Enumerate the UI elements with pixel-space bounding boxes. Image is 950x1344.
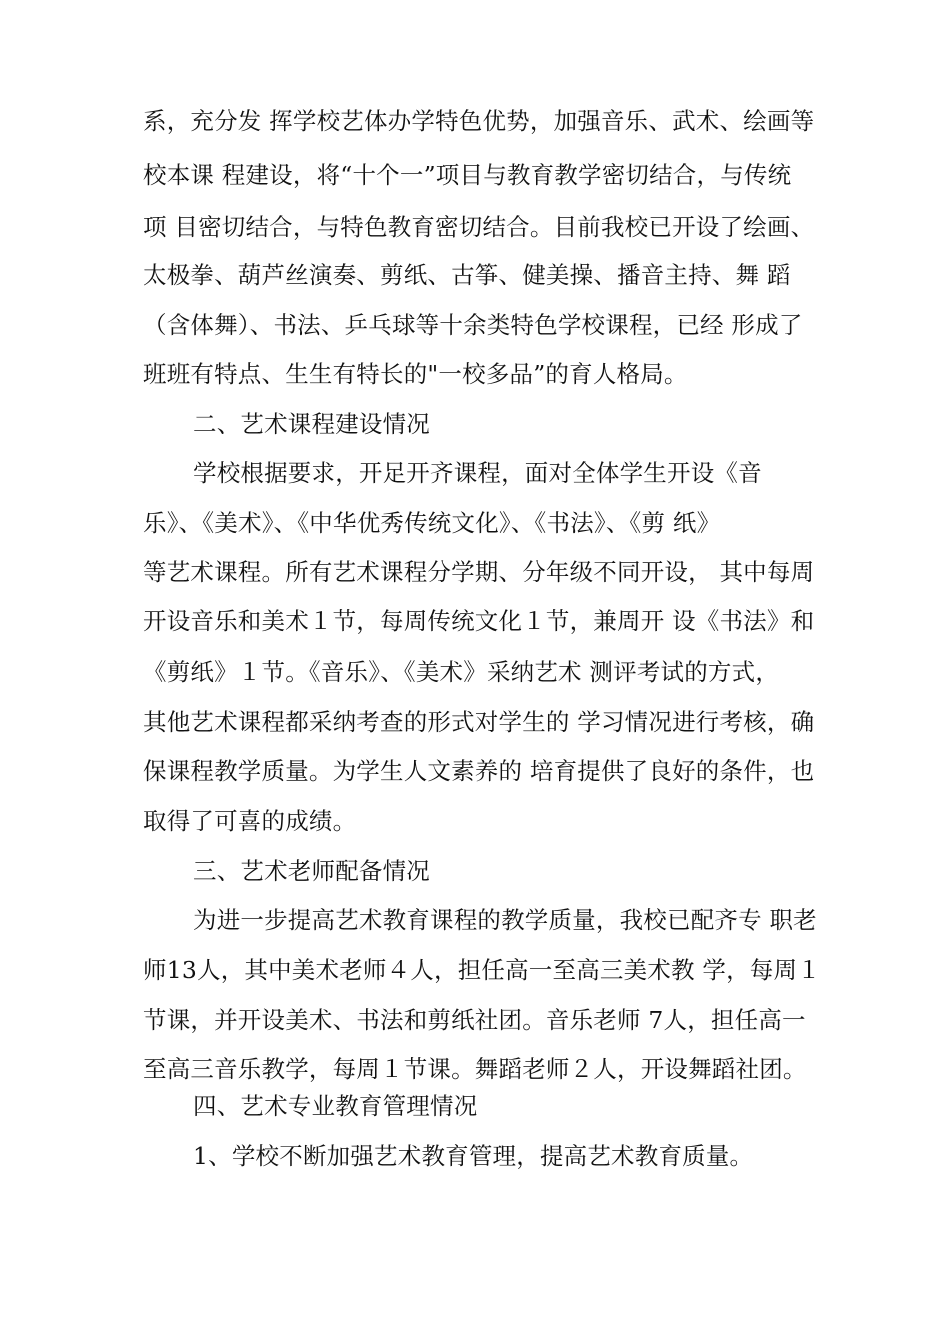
body-text-line: 学校根据要求，开足开齐课程，面对全体学生开设《音 <box>193 459 762 487</box>
body-text-line: 师13人，其中美术老师４人，担任高一至高三美术教 学，每周１ <box>143 956 821 984</box>
body-text-line: 项 目密切结合，与特色教育密切结合。目前我校已开设了绘画、 <box>143 213 815 241</box>
section-heading: 三、艺术老师配备情况 <box>193 857 430 885</box>
body-text-line: 至高三音乐教学，每周１节课。舞蹈老师２人，开设舞蹈社团。 <box>143 1055 807 1083</box>
body-text-line: 等艺术课程。所有艺术课程分学期、分年级不同开设， 其中每周 <box>143 558 815 586</box>
section-heading: 四、艺术专业教育管理情况 <box>193 1092 478 1120</box>
section-heading: 二、艺术课程建设情况 <box>193 410 430 438</box>
body-text-line: 校本课 程建设，将“十个一”项目与教育教学密切结合，与传统 <box>143 161 792 189</box>
body-text-line: 《剪纸》１节。《音乐》、《美术》采纳艺术 测评考试的方式， <box>143 658 780 686</box>
body-text-line: 其他艺术课程都采纳考查的形式对学生的 学习情况进行考核，确 <box>143 708 815 736</box>
body-text-line: 为进一步提高艺术教育课程的教学质量，我校已配齐专 职老 <box>193 906 817 934</box>
body-text-line: 开设音乐和美术１节，每周传统文化１节，兼周开 设《书法》和 <box>143 607 815 635</box>
body-text-line: （含体舞）、书法、乒乓球等十余类特色学校课程，已经 形成了 <box>143 311 803 339</box>
body-text-line: 节课，并开设美术、书法和剪纸社团。音乐老师 7人，担任高一 <box>143 1006 806 1034</box>
body-text-line: 乐》、《美术》、《中华优秀传统文化》、《书法》、《剪 纸》 <box>143 509 721 537</box>
body-text-line: 系，充分发 挥学校艺体办学特色优势，加强音乐、武术、绘画等 <box>143 107 815 135</box>
body-text-line: 保课程教学质量。为学生人文素养的 培育提供了良好的条件，也 <box>143 757 815 785</box>
body-text-line: 取得了可喜的成绩。 <box>143 807 357 835</box>
body-text-line: 太极拳、葫芦丝演奏、剪纸、古筝、健美操、播音主持、舞 蹈 <box>143 261 791 289</box>
body-text-line: 班班有特点、生生有特长的"一校多品”的育人格局。 <box>143 360 688 388</box>
body-text-line: 1、学校不断加强艺术教育管理，提高艺术教育质量。 <box>193 1142 754 1170</box>
